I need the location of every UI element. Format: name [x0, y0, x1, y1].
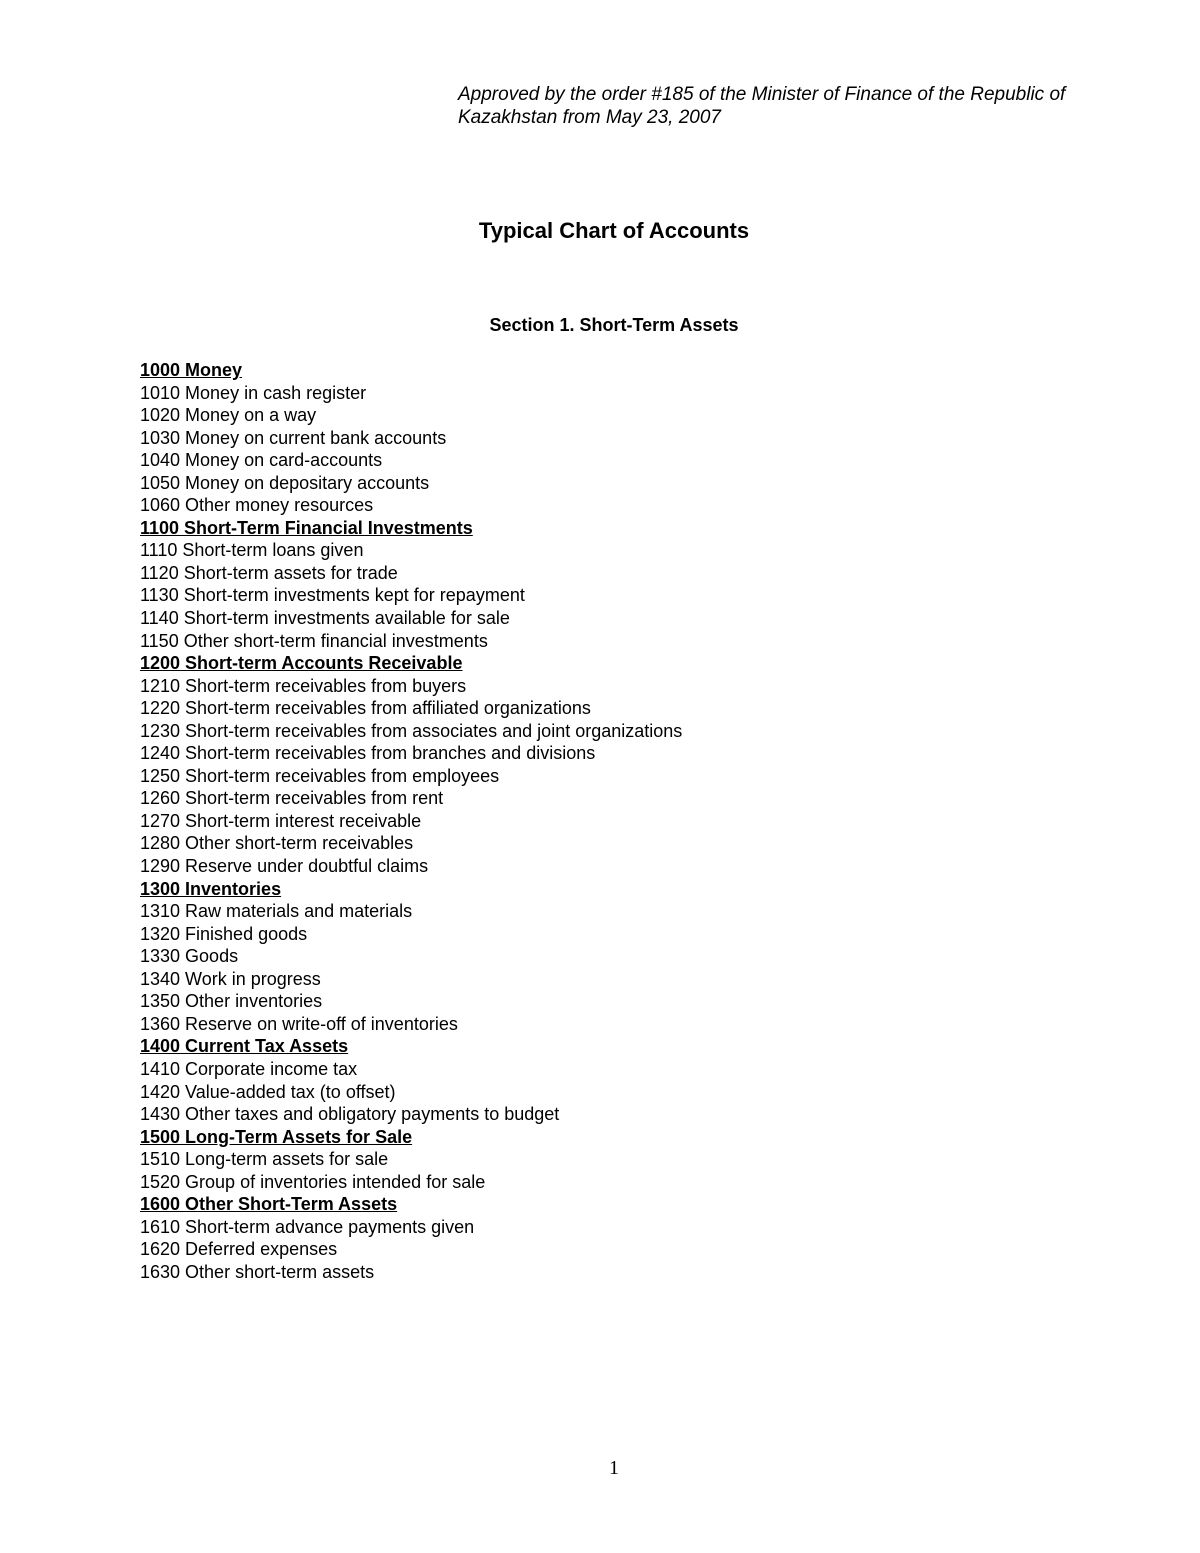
account-item: 1290 Reserve under doubtful claims	[140, 856, 429, 877]
group-heading: 1200 Short-term Accounts Receivable	[140, 653, 463, 674]
account-item: 1620 Deferred expenses	[140, 1239, 338, 1260]
approval-note: Approved by the order #185 of the Minister of Finance of the Republic of Kazakhstan from May 23, 2007	[458, 84, 1066, 128]
account-item: 1330 Goods	[140, 946, 239, 967]
section-title: Section 1. Short-Term Assets	[489, 315, 739, 335]
account-item: 1250 Short-term receivables from employees	[140, 765, 500, 786]
group-items	[140, 539, 682, 652]
account-group-inventories	[140, 878, 682, 1036]
group-items	[140, 1058, 682, 1126]
account-item: 1150 Other short-term financial investments	[140, 630, 488, 651]
group-items	[140, 675, 682, 878]
account-item: 1360 Reserve on write-off of inventories	[140, 1013, 458, 1034]
group-heading: 1400 Current Tax Assets	[140, 1036, 349, 1057]
account-item: 1060 Other money resources	[140, 495, 374, 516]
group-items	[140, 382, 682, 517]
account-item: 1610 Short-term advance payments given	[140, 1216, 475, 1237]
account-item: 1040 Money on card-accounts	[140, 450, 383, 471]
account-item: 1220 Short-term receivables from affiliated organizations	[140, 698, 591, 719]
document-title: Typical Chart of Accounts	[478, 218, 750, 243]
account-item: 1010 Money in cash register	[140, 382, 367, 403]
account-item: 1020 Money on a way	[140, 405, 317, 426]
account-item: 1050 Money on depositary accounts	[140, 472, 430, 493]
account-group-short-term-accounts-receivable	[140, 652, 682, 877]
account-group-money	[140, 359, 682, 517]
account-item: 1280 Other short-term receivables	[140, 833, 414, 854]
group-items	[140, 900, 682, 1035]
account-item: 1320 Finished goods	[140, 923, 308, 944]
account-item: 1340 Work in progress	[140, 968, 321, 989]
group-heading: 1600 Other Short-Term Assets	[140, 1194, 398, 1215]
group-items	[140, 1216, 682, 1284]
account-item: 1410 Corporate income tax	[140, 1058, 358, 1079]
account-item: 1510 Long-term assets for sale	[140, 1149, 389, 1170]
account-item: 1130 Short-term investments kept for repayment	[140, 585, 525, 606]
account-group-long-term-assets-for-sale	[140, 1126, 682, 1194]
account-item: 1140 Short-term investments available for sale	[140, 608, 510, 629]
account-item: 1030 Money on current bank accounts	[140, 427, 447, 448]
group-heading: 1500 Long-Term Assets for Sale	[140, 1126, 413, 1147]
account-group-current-tax-assets	[140, 1035, 682, 1125]
group-heading: 1000 Money	[140, 360, 243, 380]
group-items	[140, 1148, 682, 1193]
account-item: 1270 Short-term interest receivable	[140, 810, 422, 831]
account-item: 1310 Raw materials and materials	[140, 901, 413, 922]
account-item: 1350 Other inventories	[140, 991, 323, 1012]
account-item: 1630 Other short-term assets	[140, 1261, 375, 1282]
page-number: 1	[609, 1457, 619, 1479]
account-item: 1420 Value-added tax (to offset)	[140, 1081, 396, 1102]
group-heading: 1300 Inventories	[140, 878, 282, 899]
group-heading: 1100 Short-Term Financial Investments	[140, 517, 473, 538]
account-group-other-short-term-assets	[140, 1193, 682, 1283]
account-item: 1210 Short-term receivables from buyers	[140, 675, 467, 696]
accounts-list	[140, 359, 682, 1283]
account-item: 1120 Short-term assets for trade	[140, 562, 398, 583]
account-item: 1260 Short-term receivables from rent	[140, 788, 444, 809]
account-item: 1430 Other taxes and obligatory payments to budget	[140, 1104, 560, 1125]
account-item: 1110 Short-term loans given	[140, 540, 364, 561]
account-item: 1230 Short-term receivables from associates and joint organizations	[140, 720, 683, 741]
account-item: 1520 Group of inventories intended for sale	[140, 1171, 486, 1192]
account-group-short-term-financial-investments	[140, 517, 682, 652]
account-item: 1240 Short-term receivables from branches and divisions	[140, 743, 596, 764]
